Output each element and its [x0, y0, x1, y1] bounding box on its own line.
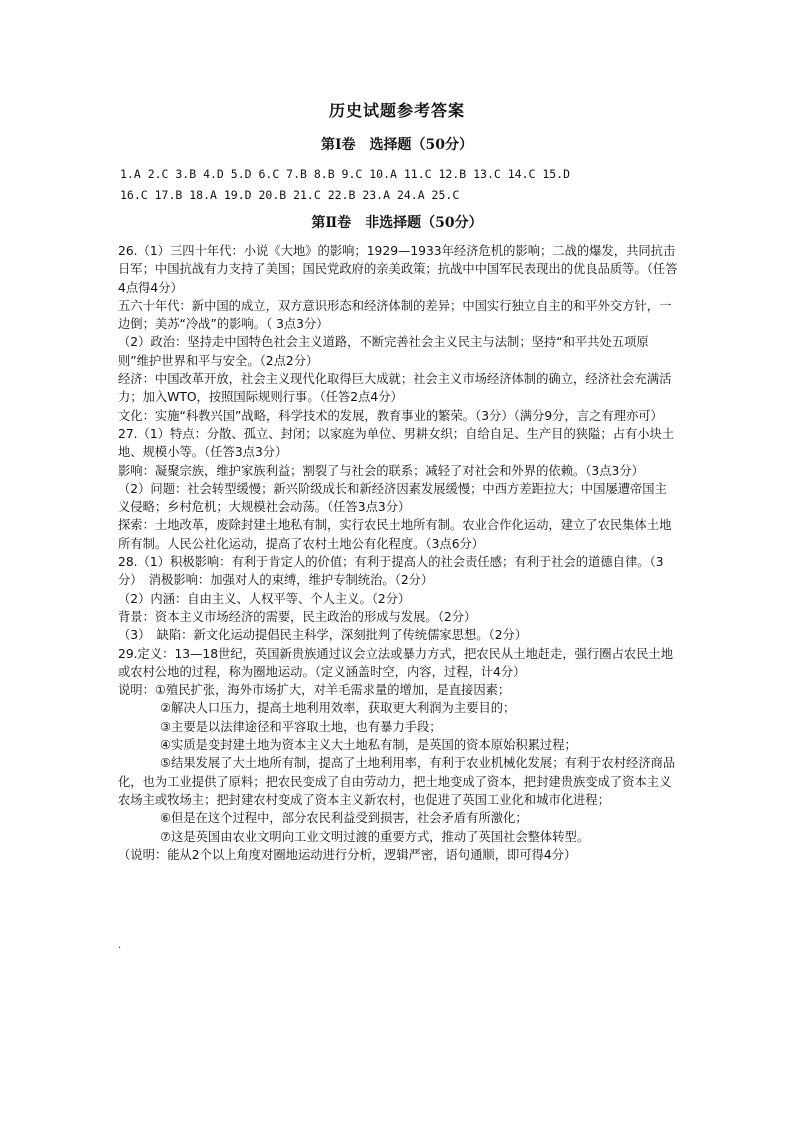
answers-row-2: 16.C 17.B 18.A 19.D 20.B 21.C 22.B 23.A 24.A 25.C: [120, 188, 460, 202]
paragraph: （2）内涵：自由主义、人权平等、个人主义。（2分）: [118, 591, 411, 606]
scoring-note: （说明：能从2个以上角度对圈地运动进行分析，逻辑严密，语句通顺，即可得4分）: [118, 847, 577, 862]
paragraph: 27.（1）特点：分散、孤立、封闭；以家庭为单位、男耕女织；自给自足、生产目的狭隘；占有小块土地、规模小等。（任答3点3分）: [118, 426, 675, 460]
answers-row-1: 1.A 2.C 3.B 4.D 5.D 6.C 7.B 8.B 9.C 10.A 11.C 12.B 13.C 14.C 15.D: [120, 167, 571, 181]
page-title: 历史试题参考答案: [328, 101, 465, 120]
list-item: ③主要是以法律途径和平容取土地，也有暴力手段；: [160, 719, 442, 734]
multiple-choice-answers: [120, 164, 680, 206]
list-item: ④实质是变封建土地为资本主义大土地私有制，是英国的资本原始积累过程；: [160, 738, 577, 753]
list-item: [118, 754, 678, 809]
paragraph: 28.（1）积极影响：有利于肯定人的价值；有利于提高人的社会责任感；有利于社会的道德自律。（3分） 消极影响：加强对人的束缚，维护专制统治。（2分）: [118, 555, 664, 588]
list-item: ⑦这是英国由农业文明向工业文明过渡的重要方式，推动了英国社会整体转型。: [160, 829, 590, 844]
paragraph: 影响：凝聚宗族，维护家族利益；割裂了与社会的联系；减轻了对社会和外界的依赖。（3点3分）: [118, 463, 644, 478]
trailing-dot: .: [118, 940, 122, 951]
paragraph: （2）政治：坚持走中国特色社会主义道路，不断完善社会主义民主与法制；坚持“和平共处五项原则”维护世界和平与安全。（2点2分）: [118, 335, 649, 368]
paragraph: 29.定义：13—18世纪，英国新贵族通过议会立法或暴力方式，把农民从土地赶走，强行圈占农民土地或农村公地的过程，称为圈地运动。（定义涵盖时空，内容，过程，计4分）: [118, 646, 674, 679]
paragraph: 文化：实施“科教兴国”战略，科学技术的发展，教育事业的繁荣。（3分）（满分9分，言之有理亦可）: [118, 408, 663, 423]
paragraph: 探索：土地改革，废除封建土地私有制，实行农民土地所有制。农业合作化运动，建立了农民集体土地所有制。人民公社化运动，提高了农村土地公有化程度。（3点6分）: [118, 518, 672, 551]
list-item: ⑥但是在这个过程中，部分农民利益受到损害，社会矛盾有所激化；: [160, 811, 528, 826]
list-item-lead: ⑤结果发展了大土地所有制，提高了土地利用率，有利于农业机械化发展；有利于农: [160, 756, 614, 771]
list-item-continuation: 村经济商品化，也为工业提供了原料；把农民变成了自由劳动力，把土地变成了资本，把封建贵族变成了资本主义农场主或牧场主；把封建农村变成了资本主义新农村，也促进了英国工业化和城市化进程；: [118, 756, 676, 807]
paragraph: 五六十年代：新中国的成立，双方意识形态和经济体制的差异；中国实行独立自主的和平外交方针，一边倒；美苏“冷战”的影响。（ 3点3分）: [118, 298, 672, 332]
section-heading-1: 第Ⅰ卷 选择题（50分）: [320, 137, 474, 153]
paragraph: （2）问题：社会转型缓慢；新兴阶级成长和新经济因素发展缓慢；中西方差距拉大；中国屡遭帝国主义侵略；乡村危机；大规模社会动荡。（任答3点3分）: [118, 481, 667, 515]
essay-answers: [118, 242, 678, 864]
paragraph: 26.（1）三四十年代：小说《大地》的影响；1929—1933年经济危机的影响；二战的爆发，共同抗击日军；中国抗战有力支持了美国；国民党政府的亲美政策；抗战中中国军民表现出的优良品质等。（任答4点得4分）: [118, 244, 678, 295]
paragraph: 经济：中国改革开放，社会主义现代化取得巨大成就；社会主义市场经济体制的确立，经济社会充满活力；加入WTO，按照国际规则行事。（任答2点4分）: [118, 372, 672, 405]
paragraph: （3） 缺陷：新文化运动提倡民主科学，深刻批判了传统儒家思想。（2分）: [118, 628, 528, 643]
list-item: ②解决人口压力，提高土地利用效率，获取更大利润为主要目的；: [160, 701, 516, 716]
section-heading-2: 第Ⅱ卷 非选择题（50分）: [311, 215, 483, 231]
paragraph: 背景：资本主义市场经济的需要，民主政治的形成与发展。（2分）: [118, 609, 477, 624]
paragraph: 说明：①殖民扩张，海外市场扩大，对羊毛需求量的增加，是直接因素；: [118, 683, 511, 698]
